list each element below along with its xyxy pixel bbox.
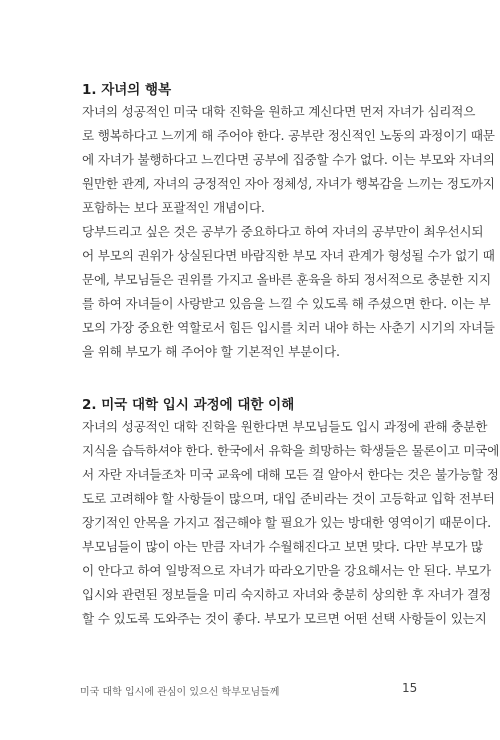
paragraph-line: 모의 가장 중요한 역할로서 힘든 입시를 치러 내야 하는 사춘기 시기의 자녀들 <box>82 320 495 335</box>
paragraph-line: 를 하여 자녀들이 사랑받고 있음을 느낄 수 있도록 해 주셨으면 한다. 이는 부 <box>82 296 491 311</box>
paragraph-line: 원만한 관계, 자녀의 긍정적인 자아 정체성, 자녀가 행복감을 느끼는 정도까지 <box>82 176 495 191</box>
section-heading: 2. 미국 대학 입시 과정에 대한 이해 <box>82 397 295 413</box>
running-footer-title: 미국 대학 입시에 관심이 있으신 학부모님들께 <box>80 687 280 698</box>
section-heading: 1. 자녀의 행복 <box>82 82 172 98</box>
paragraph-line: 도로 고려해야 할 사항들이 많으며, 대입 준비라는 것이 고등학교 입학 전부터 <box>82 491 495 506</box>
paragraph-line: 이 안다고 하여 일방적으로 자녀가 따라오기만을 강요해서는 안 된다. 부모가 <box>82 563 491 578</box>
paragraph-line: 자녀의 성공적인 미국 대학 진학을 원하고 계신다면 먼저 자녀가 심리적으 <box>82 104 476 119</box>
paragraph-line: 당부드리고 싶은 것은 공부가 중요하다고 하여 자녀의 공부만이 최우선시되 <box>82 224 484 239</box>
paragraph-line: 서 자란 자녀들조차 미국 교육에 대해 모든 걸 알아서 한다는 것은 불가능할 정 <box>82 467 499 482</box>
paragraph-line: 입시와 관련된 정보들을 미리 숙지하고 자녀와 충분히 상의한 후 자녀가 결정 <box>82 587 491 602</box>
paragraph-line: 포함하는 보다 포괄적인 개념이다. <box>82 200 265 215</box>
paragraph-line: 장기적인 안목을 가지고 접근해야 할 필요가 있는 방대한 영역이기 때문이다. <box>82 515 491 530</box>
paragraph-line: 지식을 습득하셔야 한다. 한국에서 유학을 희망하는 학생들은 물론이고 미국에 <box>82 443 500 458</box>
paragraph-line: 자녀의 성공적인 대학 진학을 원한다면 부모님들도 입시 과정에 관해 충분한 <box>82 419 488 434</box>
paragraph-line: 할 수 있도록 도와주는 것이 좋다. 부모가 모르면 어떤 선택 사항들이 있는지 <box>82 611 487 626</box>
paragraph-line: 부모님들이 많이 아는 만큼 자녀가 수월해진다고 보면 맞다. 다만 부모가 많 <box>82 539 483 554</box>
paragraph-line: 에 자녀가 불행하다고 느낀다면 공부에 집중할 수가 없다. 이는 부모와 자녀의 <box>82 152 495 167</box>
paragraph-line: 로 행복하다고 느끼게 해 주어야 한다. 공부란 정신적인 노동의 과정이기 때문 <box>82 128 495 143</box>
paragraph-line: 어 부모의 권위가 상실된다면 바람직한 부모 자녀 관계가 형성될 수가 없기 때 <box>82 248 495 263</box>
paragraph-line: 을 위해 부모가 해 주어야 할 기본적인 부분이다. <box>82 344 340 359</box>
page-number: 15 <box>402 681 418 695</box>
paragraph-line: 문에, 부모님들은 권위를 가지고 올바른 훈육을 하되 정서적으로 충분한 지지 <box>82 272 491 287</box>
